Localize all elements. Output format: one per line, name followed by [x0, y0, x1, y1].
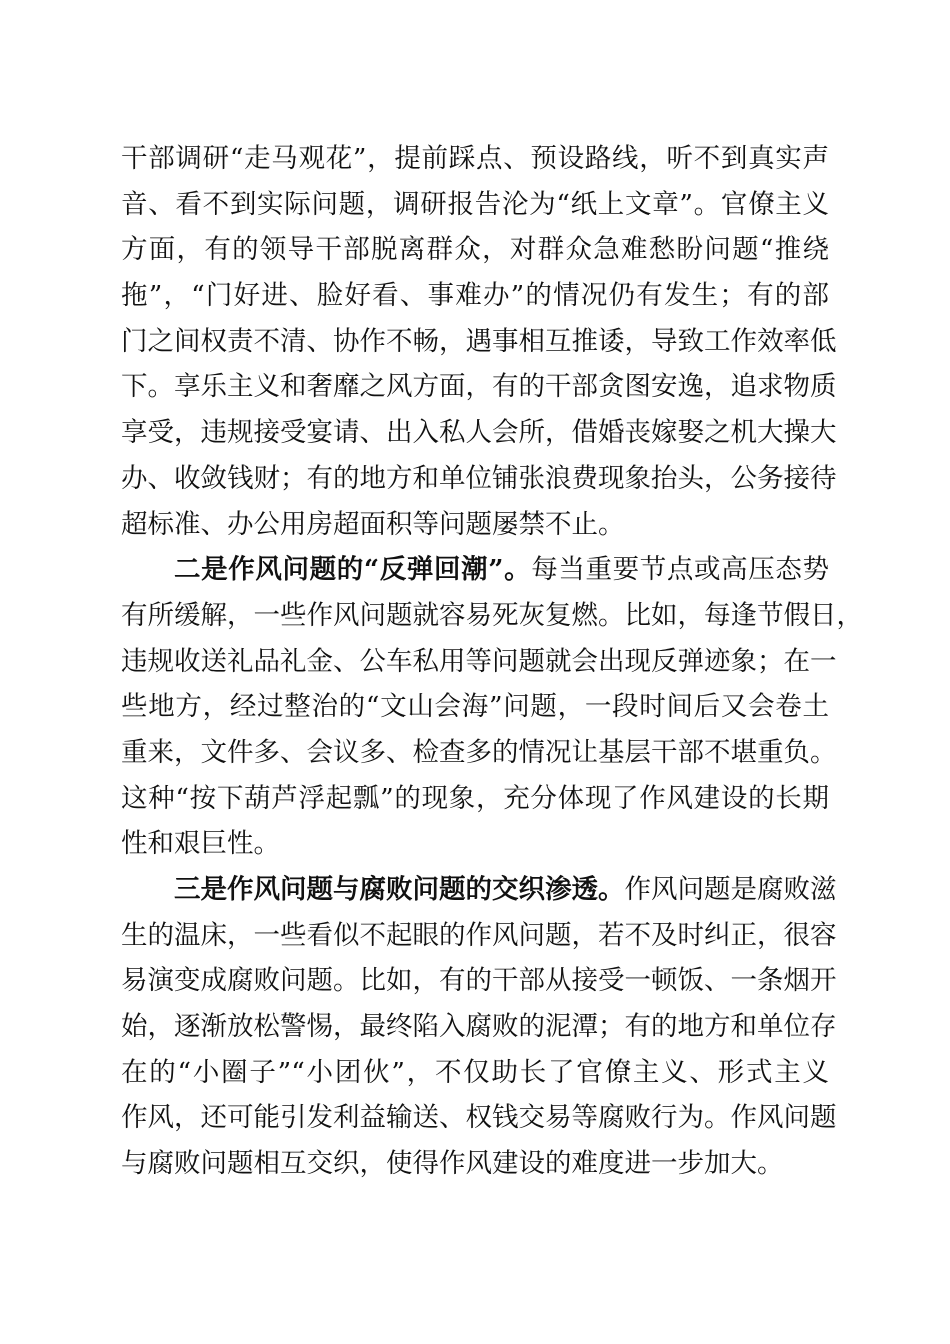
text-run: 每当重要节点或高压态势 [531, 554, 829, 586]
text-line: 性和艰巨性。 [121, 828, 280, 860]
text-line: 作风，还可能引发利益输送、权钱交易等腐败行为。作风问题 [121, 1102, 837, 1134]
text-run: 作风问题是腐败滋 [624, 874, 837, 905]
text-line: 违规收送礼品礼金、公车私用等问题就会出现反弹迹象；在一 [121, 645, 837, 677]
document-body [121, 136, 863, 1187]
text-line: 超标准、办公用房超面积等问题屡禁不止。 [121, 508, 625, 540]
paragraph-heading: 二是作风问题的“反弹回潮”。 [174, 554, 532, 586]
paragraph-2 [121, 547, 863, 867]
text-line: 方面，有的领导干部脱离群众，对群众急难愁盼问题“推绕 [121, 234, 829, 266]
text-line: 易演变成腐败问题。比如，有的干部从接受一顿饭、一条烟开 [121, 965, 837, 997]
text-line: 在的“小圈子”“小团伙”，不仅助长了官僚主义、形式主义 [121, 1056, 829, 1088]
text-line: 音、看不到实际问题，调研报告沦为“纸上文章”。官僚主义 [121, 188, 829, 220]
text-line: 这种“按下葫芦浮起瓢”的现象，充分体现了作风建设的长期 [121, 782, 829, 814]
text-line-first [121, 547, 829, 593]
text-line: 门之间权责不清、协作不畅，遇事相互推诿，导致工作效率低 [121, 325, 837, 357]
text-line: 有所缓解，一些作风问题就容易死灰复燃。比如，每逢节假日， [121, 599, 863, 631]
text-line: 与腐败问题相互交织，使得作风建设的难度进一步加大。 [121, 1148, 784, 1180]
paragraph-1 [121, 136, 837, 547]
text-line: 生的温床，一些看似不起眼的作风问题，若不及时纠正，很容 [121, 919, 837, 951]
text-line: 下。享乐主义和奢靡之风方面，有的干部贪图安逸，追求物质 [121, 371, 837, 403]
text-line: 享受，违规接受宴请、出入私人会所，借婚丧嫁娶之机大操大 [121, 417, 837, 449]
text-line: 拖”，“门好进、脸好看、事难办”的情况仍有发生；有的部 [121, 280, 829, 312]
text-line: 始，逐渐放松警惕，最终陷入腐败的泥潭；有的地方和单位存 [121, 1011, 837, 1043]
text-line: 干部调研“走马观花”，提前踩点、预设路线，听不到真实声 [121, 143, 829, 174]
text-line: 些地方，经过整治的“文山会海”问题，一段时间后又会卷土 [121, 691, 829, 723]
text-line-first [121, 867, 837, 913]
paragraph-heading: 三是作风问题与腐败问题的交织渗透。 [174, 874, 625, 905]
paragraph-3 [121, 867, 837, 1187]
text-line: 办、收敛钱财；有的地方和单位铺张浪费现象抬头，公务接待 [121, 462, 837, 494]
text-line: 重来，文件多、会议多、检查多的情况让基层干部不堪重负。 [121, 736, 837, 768]
